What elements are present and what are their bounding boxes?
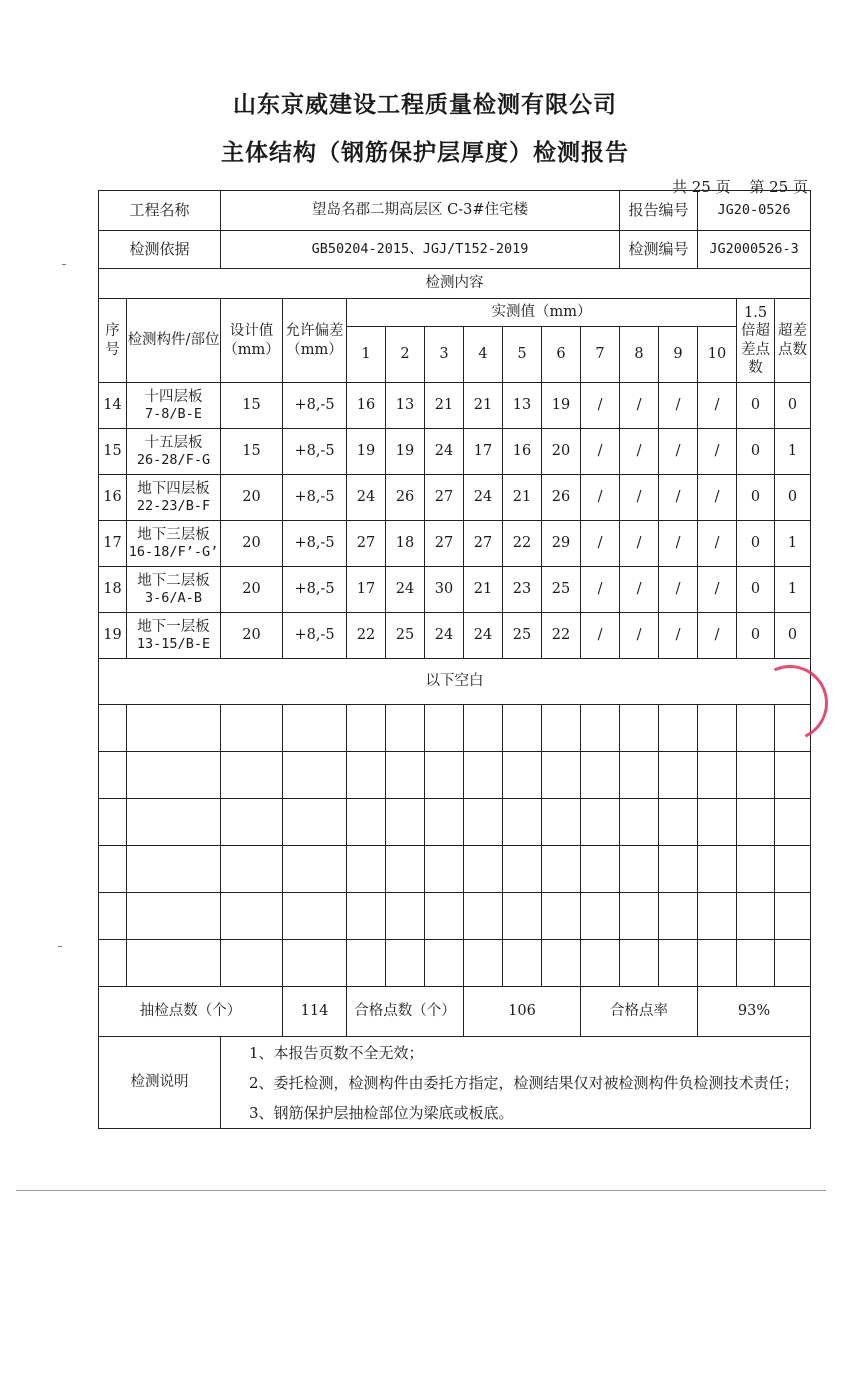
test-no: JG2000526-3 (698, 231, 811, 269)
row-over15: 0 (737, 429, 775, 475)
row-over: 0 (775, 383, 811, 429)
empty-row (99, 846, 811, 893)
empty-row (99, 799, 811, 846)
row-design: 15 (221, 429, 283, 475)
row-component (127, 567, 221, 613)
component-location: 7-8/B-E (145, 406, 202, 423)
empty-row (99, 893, 811, 940)
row-value: 19 (347, 429, 386, 475)
component-name: 地下四层板 (137, 481, 210, 497)
col-header-tolerance: 允许偏差（mm） (283, 299, 347, 383)
component-location: 3-6/A-B (145, 590, 202, 607)
note-item: 3、钢筋保护层抽检部位为梁底或板底。 (249, 1103, 514, 1122)
row-value: 25 (542, 567, 581, 613)
row-value: 27 (425, 475, 464, 521)
row-value: 24 (386, 567, 425, 613)
report-no: JG20-0526 (698, 191, 811, 231)
pass-rate: 93% (698, 987, 811, 1037)
scan-speck (62, 264, 66, 265)
component-location: 22-23/B-F (136, 498, 211, 515)
note-item: 1、本报告页数不全无效； (249, 1043, 424, 1062)
row-value: / (698, 383, 737, 429)
pass-count-label: 合格点数（个） (347, 987, 464, 1037)
row-value: 24 (425, 429, 464, 475)
table-row (99, 475, 811, 521)
sample-count-label: 抽检点数（个） (99, 987, 283, 1037)
summary-row (99, 987, 811, 1037)
component-name: 地下二层板 (137, 573, 210, 589)
row-seq: 18 (99, 567, 127, 613)
row-over: 1 (775, 429, 811, 475)
row-value: / (581, 383, 620, 429)
row-value: 24 (425, 613, 464, 659)
col-header-num: 6 (542, 327, 581, 383)
row-tolerance: +8,-5 (283, 521, 347, 567)
row-over15: 0 (737, 613, 775, 659)
basis: GB50204-2015、JGJ/T152-2019 (221, 231, 620, 269)
project-name-label: 工程名称 (99, 191, 221, 231)
row-component (127, 521, 221, 567)
row-over15: 0 (737, 383, 775, 429)
blank-note: 以下空白 (99, 659, 811, 705)
row-value: 27 (347, 521, 386, 567)
row-value: 26 (386, 475, 425, 521)
row-value: 27 (425, 521, 464, 567)
col-header-seq: 序号 (99, 299, 127, 383)
row-value: / (698, 521, 737, 567)
row-seq: 19 (99, 613, 127, 659)
col-header-num: 3 (425, 327, 464, 383)
row-value: / (698, 613, 737, 659)
row-design: 15 (221, 383, 283, 429)
col-header-num: 7 (581, 327, 620, 383)
row-seq: 14 (99, 383, 127, 429)
col-header-over: 超差点数 (775, 299, 811, 383)
row-value: / (620, 383, 659, 429)
sample-count: 114 (283, 987, 347, 1037)
row-value: 13 (503, 383, 542, 429)
info-row-1 (99, 191, 811, 231)
row-value: / (620, 429, 659, 475)
row-value: 17 (347, 567, 386, 613)
project-name: 望岛名郡二期高层区 C-3#住宅楼 (221, 191, 620, 231)
row-component (127, 429, 221, 475)
row-over: 1 (775, 567, 811, 613)
row-value: 23 (503, 567, 542, 613)
section-title: 检测内容 (99, 269, 811, 299)
component-name: 地下一层板 (137, 619, 210, 635)
pass-rate-label: 合格点率 (581, 987, 698, 1037)
row-over: 0 (775, 613, 811, 659)
row-value: 21 (464, 567, 503, 613)
total-pages: 共 25 页 (671, 178, 731, 196)
row-component (127, 475, 221, 521)
row-value: 17 (464, 429, 503, 475)
row-value: 19 (386, 429, 425, 475)
row-value: / (581, 521, 620, 567)
col-header-num: 10 (698, 327, 737, 383)
row-value: 21 (425, 383, 464, 429)
row-value: / (620, 521, 659, 567)
col-header-num: 8 (620, 327, 659, 383)
row-seq: 15 (99, 429, 127, 475)
row-value: 30 (425, 567, 464, 613)
row-value: 16 (347, 383, 386, 429)
row-tolerance: +8,-5 (283, 613, 347, 659)
empty-row (99, 752, 811, 799)
col-header-component: 检测构件/部位 (127, 299, 221, 383)
row-value: 20 (542, 429, 581, 475)
col-header-num: 1 (347, 327, 386, 383)
row-value: 29 (542, 521, 581, 567)
report-document (98, 190, 810, 1129)
current-page: 第 25 页 (749, 178, 808, 196)
report-title: 主体结构（钢筋保护层厚度）检测报告 (221, 140, 629, 166)
notes-label: 检测说明 (99, 1037, 221, 1129)
component-name: 地下三层板 (137, 527, 210, 543)
row-tolerance: +8,-5 (283, 475, 347, 521)
table-row (99, 567, 811, 613)
row-value: / (659, 567, 698, 613)
row-value: 24 (347, 475, 386, 521)
notes-content (221, 1037, 811, 1129)
row-value: 24 (464, 613, 503, 659)
row-value: / (620, 613, 659, 659)
row-over15: 0 (737, 521, 775, 567)
row-value: 19 (542, 383, 581, 429)
col-header-measured: 实测值（mm） (347, 299, 737, 327)
row-value: / (581, 429, 620, 475)
section-header-row (99, 269, 811, 299)
component-location: 13-15/B-E (136, 636, 211, 653)
component-location: 26-28/F-G (136, 452, 211, 469)
row-tolerance: +8,-5 (283, 429, 347, 475)
row-value: 13 (386, 383, 425, 429)
scan-speck (58, 946, 62, 947)
row-value: / (659, 429, 698, 475)
report-no-label: 报告编号 (620, 191, 698, 231)
basis-label: 检测依据 (99, 231, 221, 269)
row-value: 16 (503, 429, 542, 475)
info-row-2 (99, 231, 811, 269)
col-header-design: 设计值（mm） (221, 299, 283, 383)
component-name: 十五层板 (144, 435, 203, 451)
row-value: / (620, 475, 659, 521)
row-value: / (659, 613, 698, 659)
row-value: / (581, 613, 620, 659)
blank-note-row (99, 659, 811, 705)
table-row (99, 383, 811, 429)
row-value: 21 (503, 475, 542, 521)
component-name: 十四层板 (144, 389, 203, 405)
row-value: 21 (464, 383, 503, 429)
table-row (99, 613, 811, 659)
col-header-over15: 1.5倍超差点数 (737, 299, 775, 383)
row-component (127, 383, 221, 429)
page-edge-line (16, 1190, 826, 1191)
row-component (127, 613, 221, 659)
row-value: / (698, 475, 737, 521)
row-value: / (659, 475, 698, 521)
row-value: / (581, 475, 620, 521)
company-name: 山东京威建设工程质量检测有限公司 (233, 92, 617, 118)
row-value: / (620, 567, 659, 613)
row-design: 20 (221, 567, 283, 613)
row-design: 20 (221, 521, 283, 567)
row-over: 0 (775, 475, 811, 521)
column-header-row-1 (99, 299, 811, 327)
row-over15: 0 (737, 475, 775, 521)
row-value: / (698, 429, 737, 475)
row-value: / (581, 567, 620, 613)
row-tolerance: +8,-5 (283, 567, 347, 613)
row-value: 27 (464, 521, 503, 567)
test-no-label: 检测编号 (620, 231, 698, 269)
component-location: 16-18/F’-G’ (128, 544, 219, 561)
row-value: 18 (386, 521, 425, 567)
col-header-num: 2 (386, 327, 425, 383)
row-value: / (659, 383, 698, 429)
note-item: 2、委托检测，检测构件由委托方指定，检测结果仅对被检测构件负检测技术责任； (249, 1073, 799, 1092)
row-value: / (659, 521, 698, 567)
row-over: 1 (775, 521, 811, 567)
row-value: 26 (542, 475, 581, 521)
report-table (98, 190, 811, 1129)
row-value: / (698, 567, 737, 613)
notes-row (99, 1037, 811, 1129)
row-seq: 16 (99, 475, 127, 521)
row-value: 22 (542, 613, 581, 659)
row-value: 24 (464, 475, 503, 521)
row-over15: 0 (737, 567, 775, 613)
empty-row (99, 940, 811, 987)
row-value: 22 (503, 521, 542, 567)
table-row (99, 429, 811, 475)
empty-row (99, 705, 811, 752)
row-value: 25 (386, 613, 425, 659)
row-seq: 17 (99, 521, 127, 567)
row-design: 20 (221, 613, 283, 659)
row-value: 22 (347, 613, 386, 659)
col-header-num: 9 (659, 327, 698, 383)
col-header-num: 5 (503, 327, 542, 383)
row-tolerance: +8,-5 (283, 383, 347, 429)
pass-count: 106 (464, 987, 581, 1037)
row-value: 25 (503, 613, 542, 659)
table-row (99, 521, 811, 567)
col-header-num: 4 (464, 327, 503, 383)
row-design: 20 (221, 475, 283, 521)
